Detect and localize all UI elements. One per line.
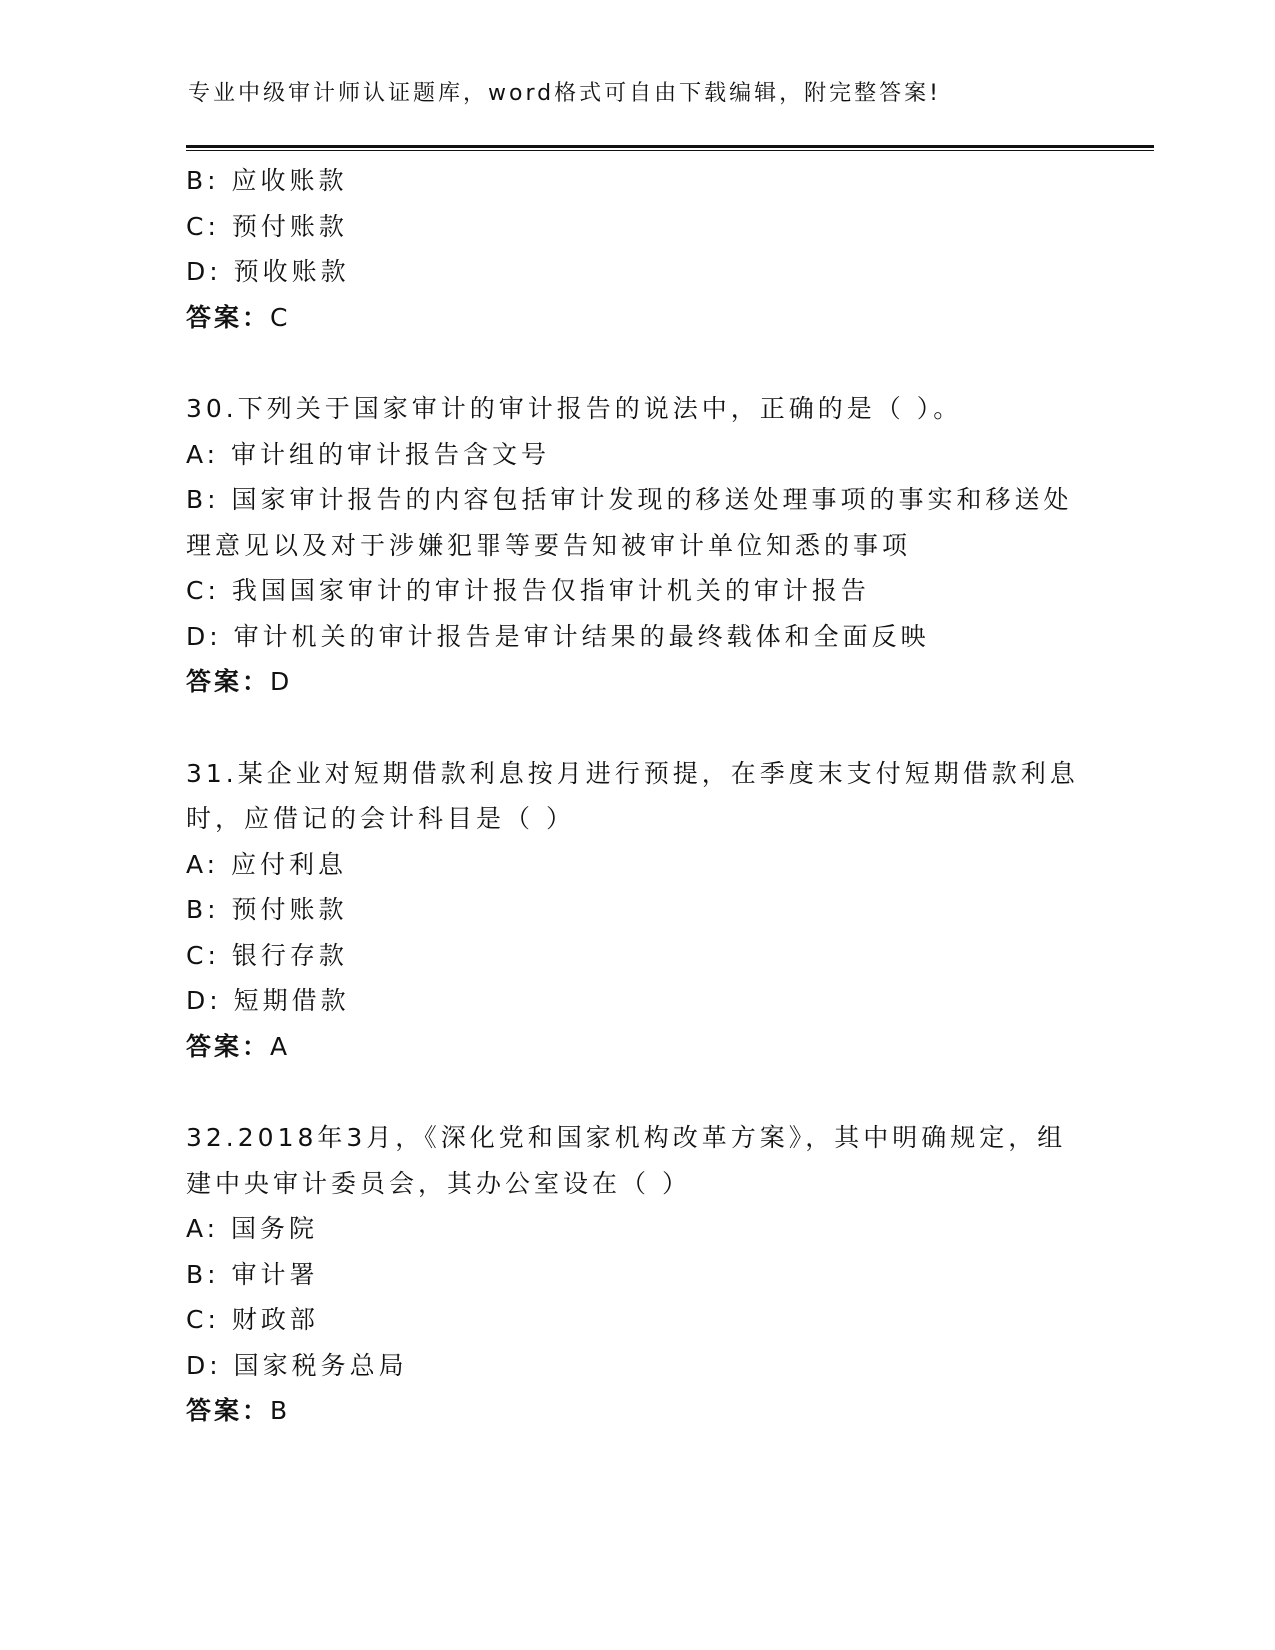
answer-line: [186, 659, 1086, 705]
fragment-question: [186, 158, 1086, 340]
question-31: [186, 751, 1086, 1070]
answer-label: 答案：: [186, 1396, 271, 1425]
option-line: D: 短期借款: [186, 986, 350, 1015]
question-stem-line: 建中央审计委员会，其办公室设在（ ）: [186, 1168, 691, 1198]
option-line: 理意见以及对于涉嫌犯罪等要告知被审计单位知悉的事项: [186, 530, 912, 560]
option-line: D: 国家税务总局: [186, 1350, 408, 1380]
option-line: B: 审计署: [186, 1259, 319, 1289]
question-list: [186, 158, 1086, 1434]
answer-line: [186, 295, 1086, 341]
page-header: 专业中级审计师认证题库，word格式可自由下载编辑，附完整答案!: [188, 81, 941, 106]
answer-value: C: [270, 302, 291, 332]
option-line: B: 应收账款: [186, 166, 348, 195]
answer-value: A: [270, 1031, 291, 1061]
option-line: A: 审计组的审计报告含文号: [186, 439, 551, 469]
answer-label: 答案：: [186, 1031, 271, 1061]
answer-line: [186, 1024, 1086, 1070]
option-line: C: 银行存款: [186, 940, 348, 970]
option-line: C: 预付账款: [186, 211, 348, 241]
question-stem-line: 30.下列关于国家审计的审计报告的说法中，正确的是（ ）。: [186, 394, 963, 423]
question-32: [186, 1115, 1086, 1434]
question-gap: [186, 705, 1086, 751]
option-line: A: 国务院: [186, 1214, 319, 1243]
option-line: D: 审计机关的审计报告是审计结果的最终载体和全面反映: [186, 621, 930, 651]
option-line: B: 国家审计报告的内容包括审计发现的移送处理事项的事实和移送处: [186, 485, 1073, 514]
answer-line: [186, 1388, 1086, 1434]
option-line: C: 财政部: [186, 1305, 319, 1334]
option-line: D: 预收账款: [186, 257, 350, 286]
question-stem-line: 时，应借记的会计科目是（ ）: [186, 804, 575, 833]
question-stem-line: 32.2018年3月，《深化党和国家机构改革方案》，其中明确规定，组: [186, 1123, 1067, 1152]
question-gap: [186, 340, 1086, 386]
option-line: C: 我国国家审计的审计报告仅指审计机关的审计报告: [186, 576, 870, 605]
question-stem-line: 31.某企业对短期借款利息按月进行预提，在季度末支付短期借款利息: [186, 758, 1079, 788]
header-rule: [186, 145, 1154, 151]
option-line: A: 应付利息: [186, 849, 348, 879]
answer-label: 答案：: [186, 302, 271, 332]
option-line: B: 预付账款: [186, 895, 348, 924]
answer-value: D: [270, 667, 293, 696]
question-gap: [186, 1069, 1086, 1115]
question-30: [186, 386, 1086, 705]
answer-label: 答案：: [186, 667, 271, 696]
answer-value: B: [270, 1396, 291, 1425]
